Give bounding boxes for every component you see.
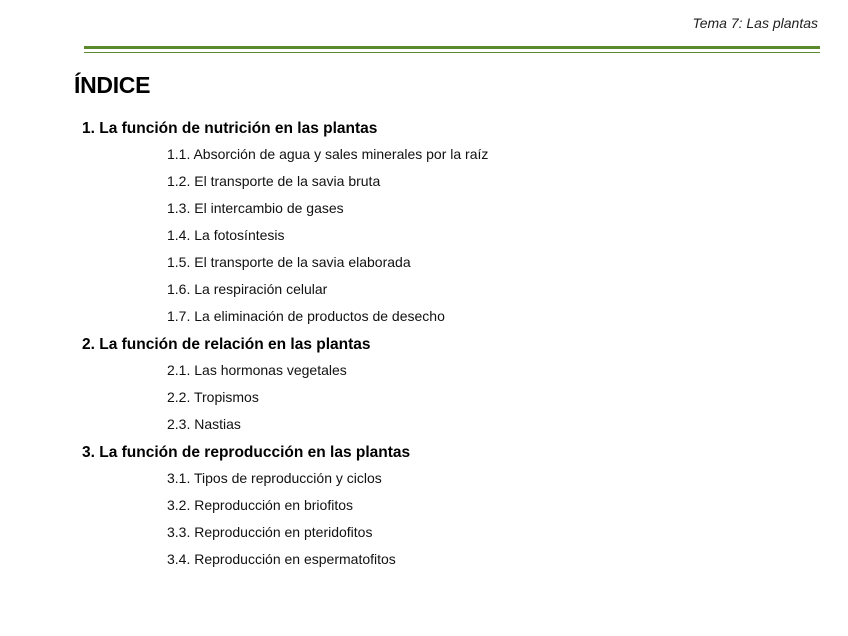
toc-subsection-item: 3.3. Reproducción en pteridofitos <box>167 524 373 540</box>
toc-subsection-list <box>82 357 782 438</box>
toc-subsection-list <box>82 141 782 330</box>
toc-subsection-item: 1.4. La fotosíntesis <box>167 227 285 243</box>
toc-subsection-item: 3.2. Reproducción en briofitos <box>167 497 353 513</box>
toc-section-2 <box>82 333 782 438</box>
header-rule-thin <box>84 52 820 53</box>
table-of-contents <box>82 117 782 573</box>
toc-subsection-item: 2.2. Tropismos <box>167 389 259 405</box>
toc-subsection-item: 2.3. Nastias <box>167 416 241 432</box>
toc-subsection-item: 1.7. La eliminación de productos de desecho <box>167 308 445 324</box>
toc-subsection-item: 1.2. El transporte de la savia bruta <box>167 173 381 189</box>
toc-section-heading: 1. La función de nutrición en las plantas <box>82 120 378 137</box>
toc-subsection-list <box>82 465 782 573</box>
toc-section-heading: 2. La función de relación en las plantas <box>82 336 371 353</box>
header-rule-thick <box>84 46 820 49</box>
toc-subsection-item: 1.6. La respiración celular <box>167 281 328 297</box>
toc-subsection-item: 1.3. El intercambio de gases <box>167 200 344 216</box>
toc-section-heading: 3. La función de reproducción en las plantas <box>82 444 411 461</box>
page-title: ÍNDICE <box>74 72 151 98</box>
running-header: Tema 7: Las plantas <box>692 15 818 31</box>
toc-section-1 <box>82 117 782 330</box>
toc-subsection-item: 3.4. Reproducción en espermatofitos <box>167 551 396 567</box>
toc-section-3 <box>82 441 782 573</box>
toc-subsection-item: 3.1. Tipos de reproducción y ciclos <box>167 470 382 486</box>
toc-subsection-item: 1.1. Absorción de agua y sales minerales por la raíz <box>167 146 489 162</box>
toc-subsection-item: 2.1. Las hormonas vegetales <box>167 362 347 378</box>
toc-subsection-item: 1.5. El transporte de la savia elaborada <box>167 254 411 270</box>
